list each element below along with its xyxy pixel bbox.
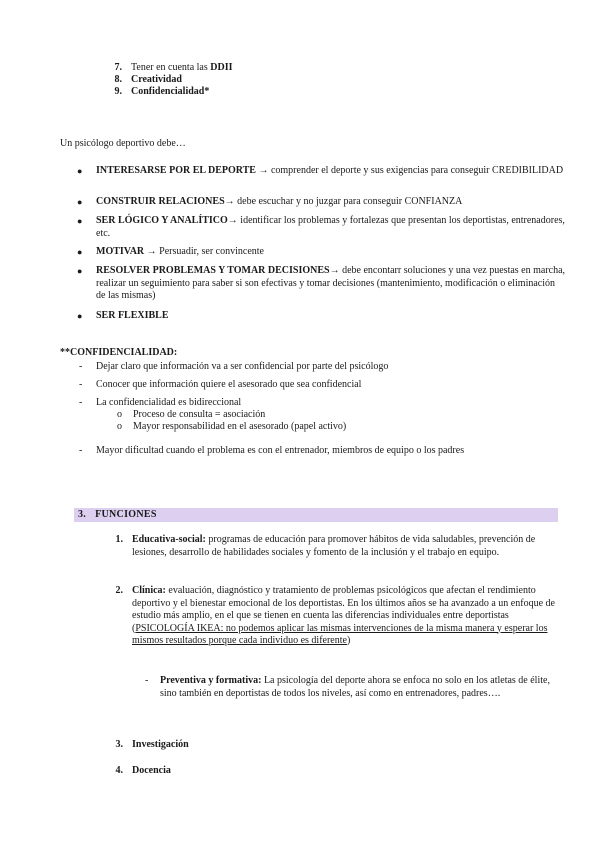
list-number: 8.	[114, 74, 122, 85]
function-number: 4.	[115, 765, 123, 776]
section-title: FUNCIONES	[95, 509, 157, 520]
list-item	[131, 62, 233, 74]
bullet-bold: INTERESARSE POR EL DEPORTE	[96, 165, 256, 176]
function-number: 3.	[115, 739, 123, 750]
bullet-item	[96, 265, 566, 303]
bullet-text: → debe escuchar y no juzgar para conseguir CONFIANZA	[224, 196, 463, 207]
function-underlined-note: PSICOLOGÍA IKEA: no podemos aplicar las mismas intervenciones de la misma manera y esperar los mismos resultados porque cada individuo es diferente	[132, 622, 548, 646]
dash-marker: -	[145, 675, 149, 686]
sub-function-item	[160, 675, 560, 700]
bullet-item	[96, 246, 566, 259]
bullet-icon: ●	[77, 311, 83, 321]
list-item-bold: DDII	[210, 62, 233, 73]
bullet-text: → debe encontarr soluciones y una vez puestas en marcha, realizar un seguimiento para saber si son efectivas y tomar decisiones (mantenimiento, modificación o eliminación de las mismas)	[96, 265, 566, 301]
list-number: 7.	[114, 62, 122, 73]
circle-marker: o	[117, 409, 122, 420]
function-text: evaluación, diagnóstico y tratamiento de problemas psicológicos que afectan el rendimiento deportivo y el bienestar emocional de los deportistas. En los últimos años se ha avanzado a un enfoque de estudio más amplio, en el que se tienen en cuenta las diferencias individuales entre deportistas (	[132, 585, 555, 634]
circle-marker: o	[117, 421, 122, 432]
function-number: 2.	[115, 585, 123, 596]
sub-function-bold: Preventiva y formativa:	[160, 675, 262, 686]
confidentiality-item: Conocer que información quiere el asesorado que sea confidencial	[96, 379, 362, 390]
bullet-icon: ●	[77, 266, 83, 276]
function-text-tail: )	[346, 635, 351, 646]
confidentiality-heading: **CONFIDENCIALIDAD:	[60, 347, 178, 358]
bullet-bold: RESOLVER PROBLEMAS Y TOMAR DECISIONES	[96, 265, 330, 276]
dash-marker: -	[79, 445, 83, 456]
list-item: Confidencialidad*	[131, 86, 210, 97]
bullet-bold: MOTIVAR	[96, 246, 145, 257]
list-item-text: Tener en cuenta las	[131, 62, 211, 73]
confidentiality-item: Mayor dificultad cuando el problema es con el entrenador, miembros de equipo o los padres	[96, 445, 465, 456]
bullet-text: → identificar los problemas y fortalezas que presentan los deportistas, entrenadores, etc.	[96, 215, 565, 239]
bullet-icon: ●	[77, 197, 83, 207]
function-item	[132, 534, 560, 559]
bullet-icon: ●	[77, 247, 83, 257]
function-item	[132, 585, 560, 648]
intro-text: Un psicólogo deportivo debe…	[60, 138, 186, 149]
confidentiality-subitem: Mayor responsabilidad en el asesorado (papel activo)	[133, 421, 347, 432]
list-item: Creatividad	[131, 74, 182, 85]
bullet-text: → Persuadir, ser convincente	[144, 246, 264, 257]
bullet-icon: ●	[77, 166, 83, 176]
bullet-item	[96, 165, 566, 178]
list-number: 9.	[114, 86, 122, 97]
dash-marker: -	[79, 361, 83, 372]
function-number: 1.	[115, 534, 123, 545]
function-bold: Clínica:	[132, 585, 166, 596]
function-bold: Educativa-social:	[132, 534, 206, 545]
bullet-bold: SER LÓGICO Y ANALÍTICO	[96, 215, 228, 226]
bullet-text: → comprender el deporte y sus exigencias para conseguir CREDIBILIDAD	[255, 165, 564, 176]
bullet-bold: CONSTRUIR RELACIONES	[96, 196, 225, 207]
confidentiality-subitem: Proceso de consulta = asociación	[133, 409, 266, 420]
function-item: Investigación	[132, 739, 189, 750]
sub-function-text: La psicología del deporte ahora se enfoca no solo en los atletas de élite, sino también en deportistas de todos los niveles, así como en entrenadores, padres….	[160, 675, 550, 699]
section-number: 3.	[78, 509, 87, 520]
dash-marker: -	[79, 397, 83, 408]
confidentiality-item: Dejar claro que información va a ser confidencial por parte del psicólogo	[96, 361, 389, 372]
bullet-item: SER FLEXIBLE	[96, 310, 169, 321]
dash-marker: -	[79, 379, 83, 390]
confidentiality-item: La confidencialidad es bidireccional	[96, 397, 242, 408]
function-text: programas de educación para promover hábitos de vida saludables, prevención de lesiones, desarrollo de habilidades sociales y fomento de la inclusión y el trabajo en equipo.	[132, 534, 536, 558]
bullet-item	[96, 196, 566, 209]
bullet-item	[96, 215, 566, 240]
section-heading	[78, 509, 157, 521]
function-item: Docencia	[132, 765, 171, 776]
bullet-icon: ●	[77, 216, 83, 226]
